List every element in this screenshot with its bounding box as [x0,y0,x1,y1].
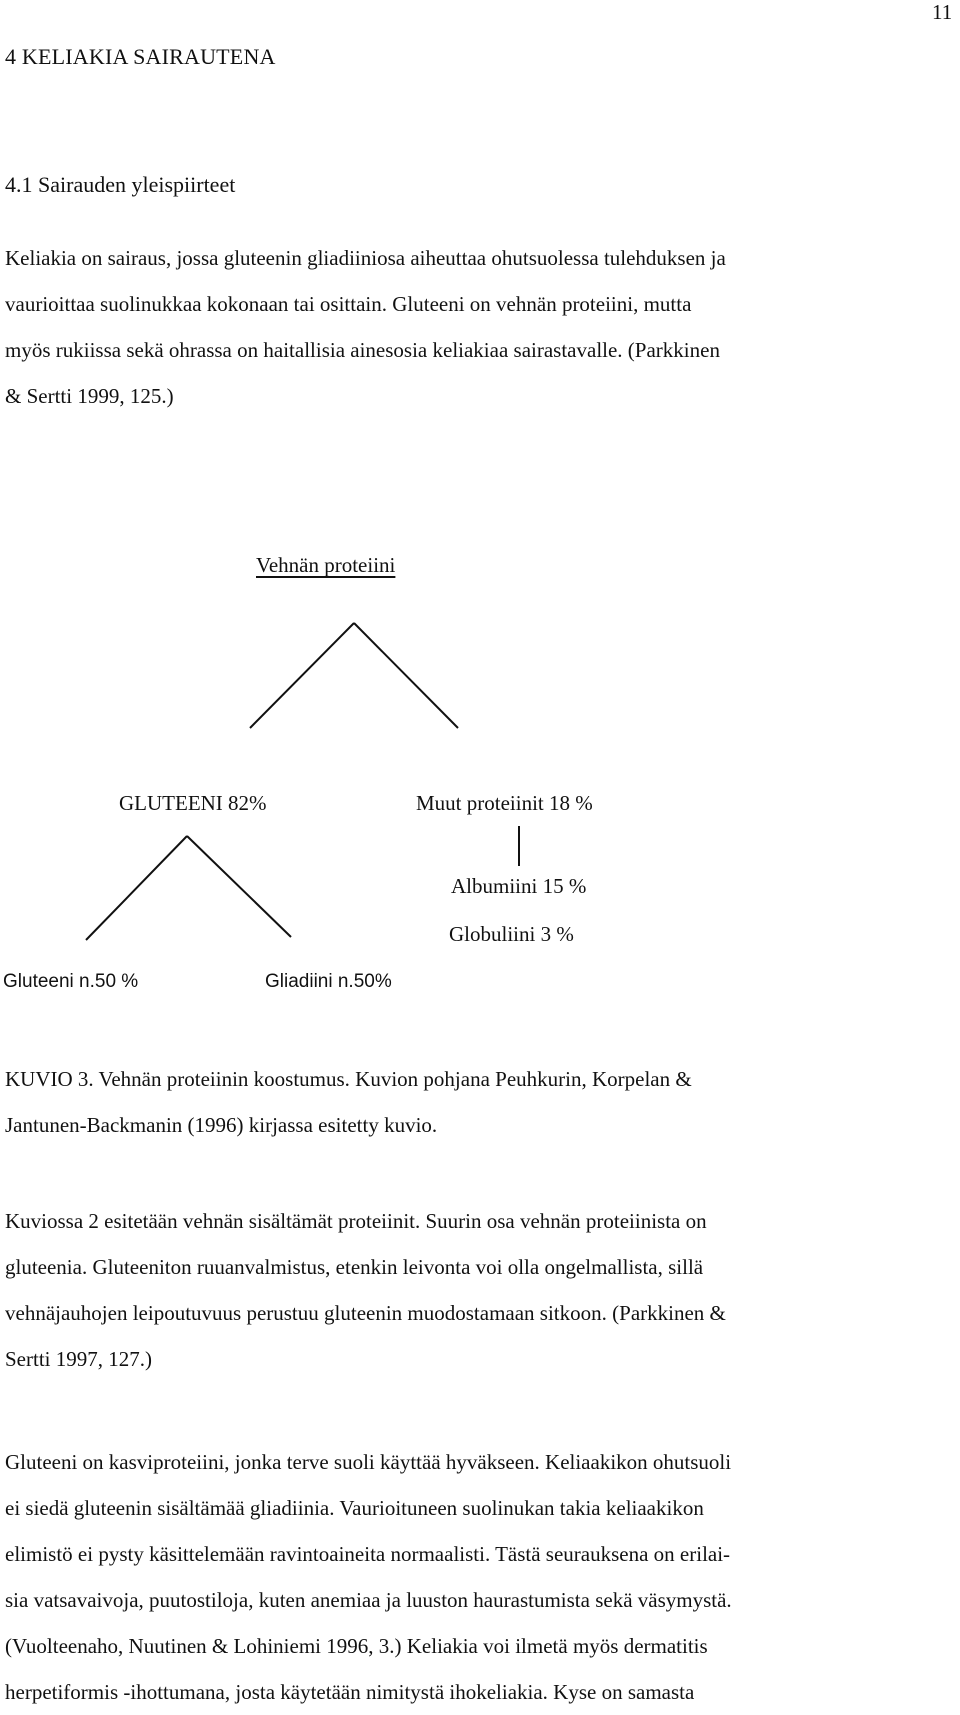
paragraph-line: (Vuolteenaho, Nuutinen & Lohiniemi 1996, 3.) Keliakia voi ilmetä myös dermatitis [5,1634,708,1658]
diagram-root-label: Vehnän proteiini [256,553,396,577]
paragraph-line: vaurioittaa suolinukkaa kokonaan tai osittain. Gluteeni on vehnän proteiini, mutta [5,292,692,316]
root-to-gluten-line [250,623,354,728]
caption-line: KUVIO 3. Vehnän proteiinin koostumus. Kuvion pohjana Peuhkurin, Korpelan & [5,1067,692,1091]
diagram-gluten-label: GLUTEENI 82% [119,791,267,815]
paragraph-line: elimistö ei pysty käsittelemään ravintoaineita normaalisti. Tästä seurauksena on erilai- [5,1542,731,1566]
paragraph-line: sia vatsavaivoja, puutostiloja, kuten anemiaa ja luuston haurastumista sekä väsymystä. [5,1588,732,1612]
paragraph-line: Kuviossa 2 esitetään vehnän sisältämät proteiinit. Suurin osa vehnän proteiinista on [5,1209,707,1233]
gluten-to-gliadiini-line [187,836,291,937]
figure-caption [5,1056,955,1148]
paragraph-line: Gluteeni on kasviproteiini, jonka terve suoli käyttää hyväkseen. Keliaakikon ohutsuoli [5,1450,732,1474]
diagram-albumin-label: Albumiini 15 % [451,874,587,898]
caption-line: Jantunen-Backmanin (1996) kirjassa esitetty kuvio. [5,1113,438,1137]
paragraph-line: gluteenia. Gluteeniton ruuanvalmistus, etenkin leivonta voi olla ongelmallista, sillä [5,1255,704,1279]
paragraph-intro [5,235,955,419]
root-to-other-line [354,623,458,728]
paragraph-line: vehnäjauhojen leipoutuvuus perustuu gluteenin muodostamaan sitkoon. (Parkkinen & [5,1301,726,1325]
paragraph-line: Keliakia on sairaus, jossa gluteenin gliadiiniosa aiheuttaa ohutsuolessa tulehduksen ja [5,246,726,270]
diagram-other-proteins-label: Muut proteiinit 18 % [416,791,593,815]
diagram-gluteeni-label: Gluteeni n.50 % [3,971,139,992]
section-heading: 4.1 Sairauden yleispiirteet [5,172,236,197]
gluten-to-gluteeni-line [86,836,187,940]
paragraph-figure-discussion [5,1198,955,1382]
paragraph-line: & Sertti 1999, 125.) [5,384,174,408]
page-number: 11 [932,0,953,24]
diagram-gliadiini-label: Gliadiini n.50% [265,971,392,992]
diagram-globulin-label: Globuliini 3 % [449,922,574,946]
paragraph-line: ei siedä gluteenin sisältämää gliadiinia. Vaurioituneen suolinukan takia keliaakikon [5,1496,704,1520]
paragraph-line: myös rukiissa sekä ohrassa on haitallisia ainesosia keliakiaa sairastavalle. (Parkkinen [5,338,720,362]
paragraph-line: Sertti 1997, 127.) [5,1347,152,1371]
chapter-heading: 4 KELIAKIA SAIRAUTENA [5,44,276,69]
paragraph-celiac-effects [5,1439,955,1715]
paragraph-line: herpetiformis -ihottumana, josta käytetään nimitystä ihokeliakia. Kyse on samasta [5,1680,695,1704]
